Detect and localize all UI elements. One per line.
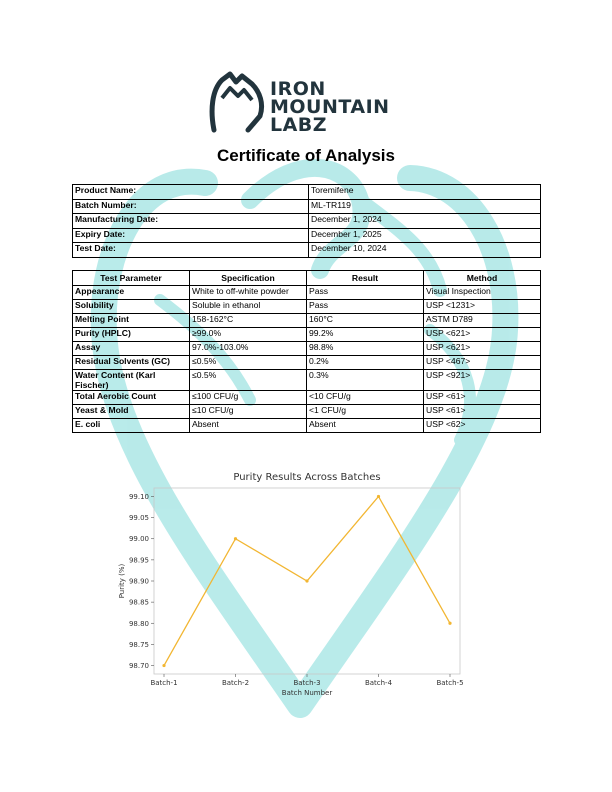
test-parameter-cell: E. coli <box>73 419 190 433</box>
purity-line-chart <box>108 466 478 696</box>
test-parameter-cell: Water Content (Karl Fischer) <box>73 370 190 391</box>
logo-line-1: IRON <box>270 78 326 100</box>
info-label: Batch Number: <box>73 199 309 214</box>
specification-cell: White to off-white powder <box>190 286 307 300</box>
table-row <box>73 328 541 342</box>
data-point <box>448 622 451 625</box>
y-tick-label: 98.95 <box>128 556 149 565</box>
specification-cell: Soluble in ethanol <box>190 300 307 314</box>
specification-cell: ≥99.0% <box>190 328 307 342</box>
x-tick-label: Batch-1 <box>150 679 178 687</box>
x-axis-label: Batch Number <box>281 689 333 696</box>
info-row <box>73 228 541 243</box>
company-logo <box>208 70 408 136</box>
table-row <box>73 391 541 405</box>
method-cell: USP <621> <box>424 342 541 356</box>
method-cell: ASTM D789 <box>424 314 541 328</box>
method-cell: Visual Inspection <box>424 286 541 300</box>
method-cell: USP <921> <box>424 370 541 391</box>
method-cell: USP <467> <box>424 356 541 370</box>
result-cell: 0.2% <box>307 356 424 370</box>
result-cell: Absent <box>307 419 424 433</box>
info-label: Manufacturing Date: <box>73 214 309 229</box>
table-row <box>73 356 541 370</box>
specification-cell: Absent <box>190 419 307 433</box>
table-row <box>73 300 541 314</box>
test-parameter-cell: Total Aerobic Count <box>73 391 190 405</box>
info-label: Product Name: <box>73 185 309 200</box>
result-cell: 160°C <box>307 314 424 328</box>
table-header-row <box>73 271 541 286</box>
data-point <box>305 579 308 582</box>
info-label: Test Date: <box>73 243 309 258</box>
info-value: ML-TR119 <box>309 199 541 214</box>
data-point <box>234 537 237 540</box>
info-row <box>73 243 541 258</box>
method-cell: USP <62> <box>424 419 541 433</box>
x-tick-label: Batch-4 <box>364 679 393 687</box>
logo-line-3: LABZ <box>270 114 328 136</box>
test-parameter-cell: Yeast & Mold <box>73 405 190 419</box>
result-cell: <10 CFU/g <box>307 391 424 405</box>
specification-cell: ≤0.5% <box>190 370 307 391</box>
y-tick-label: 99.05 <box>128 514 149 523</box>
y-tick-label: 98.85 <box>128 598 149 607</box>
mountain-logo-icon <box>208 70 268 136</box>
y-tick-label: 99.10 <box>128 492 149 501</box>
test-parameter-cell: Melting Point <box>73 314 190 328</box>
y-tick-label: 98.75 <box>128 640 149 649</box>
info-value: December 1, 2024 <box>309 214 541 229</box>
info-row <box>73 185 541 200</box>
data-point <box>377 495 380 498</box>
table-row <box>73 370 541 391</box>
x-tick-label: Batch-5 <box>436 679 464 687</box>
y-tick-label: 98.80 <box>128 619 149 628</box>
test-parameter-cell: Solubility <box>73 300 190 314</box>
specification-cell: 97.0%-103.0% <box>190 342 307 356</box>
result-cell: Pass <box>307 300 424 314</box>
y-axis-label: Purity (%) <box>118 563 126 599</box>
table-row <box>73 405 541 419</box>
test-parameter-cell: Residual Solvents (GC) <box>73 356 190 370</box>
product-info-table <box>72 184 541 258</box>
test-parameter-cell: Assay <box>73 342 190 356</box>
data-point <box>162 664 165 667</box>
test-parameter-cell: Purity (HPLC) <box>73 328 190 342</box>
document-title: Certificate of Analysis <box>217 146 395 165</box>
result-cell: Pass <box>307 286 424 300</box>
result-cell: 99.2% <box>307 328 424 342</box>
test-results-table <box>72 270 541 433</box>
table-row <box>73 286 541 300</box>
header-result: Result <box>307 271 424 286</box>
result-cell: 0.3% <box>307 370 424 391</box>
y-tick-label: 99.00 <box>128 535 149 544</box>
header-test-parameter: Test Parameter <box>73 271 190 286</box>
specification-cell: ≤100 CFU/g <box>190 391 307 405</box>
info-value: December 1, 2025 <box>309 228 541 243</box>
y-tick-label: 98.90 <box>128 577 149 586</box>
chart-title: Purity Results Across Batches <box>233 472 381 483</box>
method-cell: USP <1231> <box>424 300 541 314</box>
method-cell: USP <61> <box>424 391 541 405</box>
table-row <box>73 314 541 328</box>
header-method: Method <box>424 271 541 286</box>
x-tick-label: Batch-2 <box>221 679 250 687</box>
method-cell: USP <621> <box>424 328 541 342</box>
x-tick-label: Batch-3 <box>293 679 321 687</box>
info-row <box>73 214 541 229</box>
test-parameter-cell: Appearance <box>73 286 190 300</box>
info-value: December 10, 2024 <box>309 243 541 258</box>
result-cell: 98.8% <box>307 342 424 356</box>
specification-cell: ≤10 CFU/g <box>190 405 307 419</box>
info-label: Expiry Date: <box>73 228 309 243</box>
info-row <box>73 199 541 214</box>
table-row <box>73 342 541 356</box>
y-tick-label: 98.70 <box>128 662 149 671</box>
result-cell: <1 CFU/g <box>307 405 424 419</box>
table-row <box>73 419 541 433</box>
header-specification: Specification <box>190 271 307 286</box>
specification-cell: 158-162°C <box>190 314 307 328</box>
specification-cell: ≤0.5% <box>190 356 307 370</box>
method-cell: USP <61> <box>424 405 541 419</box>
logo-line-2: MOUNTAIN <box>270 96 390 118</box>
info-value: Toremifene <box>309 185 541 200</box>
